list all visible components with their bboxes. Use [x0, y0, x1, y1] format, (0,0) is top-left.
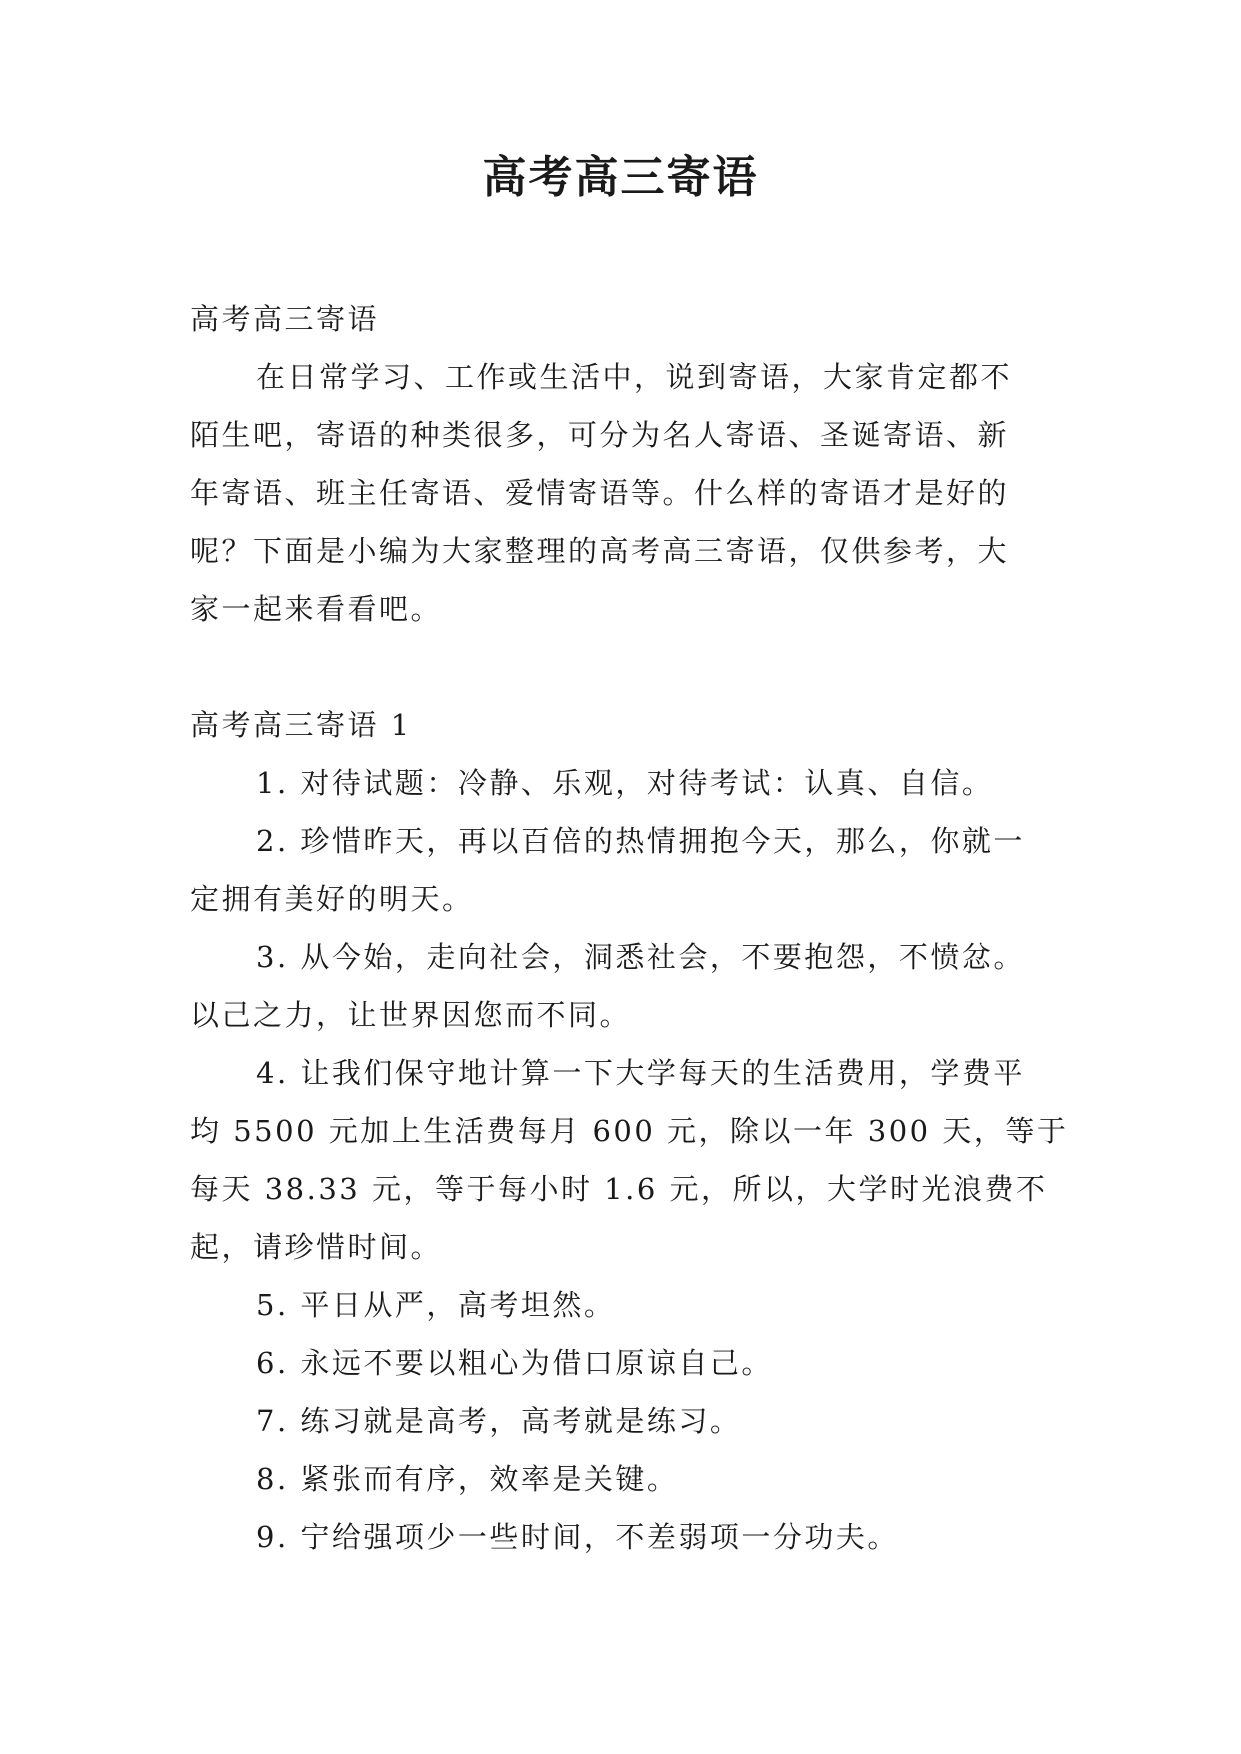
list-item-line: 9. 宁给强项少一些时间，不差弱项一分功夫。: [256, 1520, 899, 1554]
list-item: [190, 1508, 1060, 1566]
intro-line: 家一起来看看吧。: [190, 592, 443, 626]
list-item: [190, 928, 1060, 1044]
intro-line: 年寄语、班主任寄语、爱情寄语等。什么样的寄语才是好的: [190, 476, 1010, 510]
list-item: [190, 1334, 1060, 1392]
paragraph-gap: [190, 638, 1060, 696]
intro-paragraph: [190, 348, 1060, 638]
list-item: [190, 812, 1060, 928]
list-item-line: 7. 练习就是高考，高考就是练习。: [256, 1404, 742, 1438]
page-title: 高考高三寄语: [482, 152, 759, 203]
list-item-line: 均 5500 元加上生活费每月 600 元，除以一年 300 天，等于: [190, 1114, 1069, 1148]
document-body: [190, 290, 1069, 1566]
list-item: [190, 1450, 1060, 1508]
list-item: [190, 1044, 1069, 1276]
list-item: [190, 754, 1060, 812]
list-item-line: 6. 永远不要以粗心为借口原谅自己。: [256, 1346, 773, 1380]
subtitle: 高考高三寄语: [190, 302, 380, 336]
list-item-line: 每天 38.33 元，等于每小时 1.6 元，所以，大学时光浪费不: [190, 1172, 1048, 1206]
list-item-line: 以己之力，让世界因您而不同。: [190, 998, 632, 1032]
list-item-line: 8. 紧张而有序，效率是关键。: [256, 1462, 679, 1496]
list-item-line: 1. 对待试题：冷静、乐观，对待考试：认真、自信。: [256, 766, 994, 800]
section-heading: 高考高三寄语 1: [190, 708, 412, 742]
list-item-line: 2. 珍惜昨天，再以百倍的热情拥抱今天，那么，你就一: [256, 824, 1025, 858]
intro-line: 陌生吧，寄语的种类很多，可分为名人寄语、圣诞寄语、新: [190, 418, 1010, 452]
list-item: [190, 1392, 1060, 1450]
list-item-line: 定拥有美好的明天。: [190, 882, 474, 916]
list-item: [190, 1276, 1060, 1334]
list-item-line: 起，请珍惜时间。: [190, 1230, 443, 1264]
list-item-line: 3. 从今始，走向社会，洞悉社会，不要抱怨，不愤忿。: [256, 940, 1025, 974]
intro-line: 呢？下面是小编为大家整理的高考高三寄语，仅供参考，大: [190, 534, 1010, 568]
list-item-line: 5. 平日从严，高考坦然。: [256, 1288, 616, 1322]
list-item-line: 4. 让我们保守地计算一下大学每天的生活费用，学费平: [256, 1056, 1025, 1090]
intro-line: 在日常学习、工作或生活中，说到寄语，大家肯定都不: [256, 360, 1013, 394]
